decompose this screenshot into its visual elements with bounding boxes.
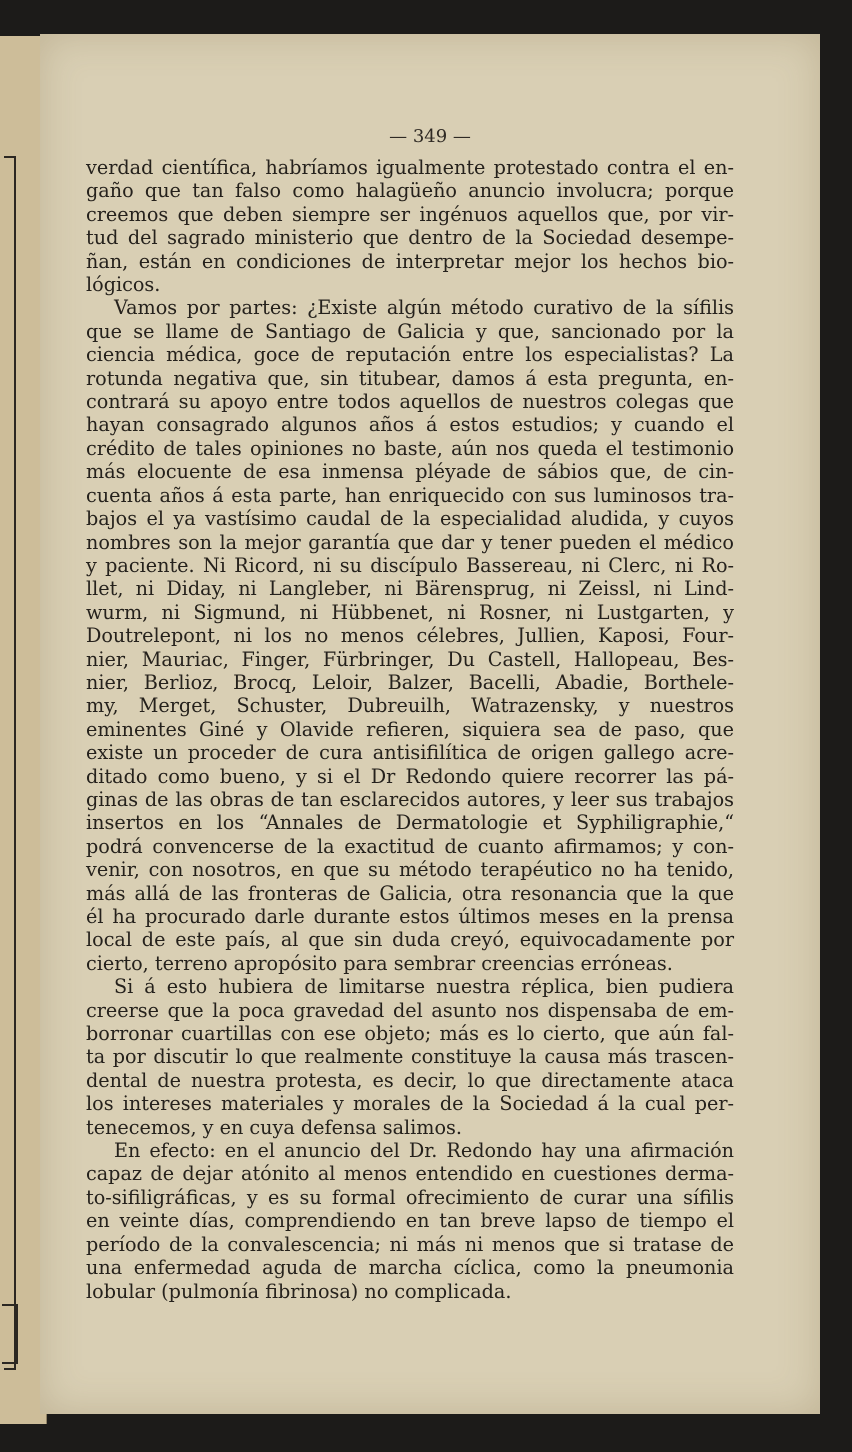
book-page [40, 34, 820, 1414]
text-line: gaño que tan falso como halagüeño anuncio involucra; porque [86, 179, 734, 203]
text-line: rotunda negativa que, sin titubear, damos á esta pregunta, en- [86, 366, 734, 390]
paragraph [86, 1139, 734, 1303]
text-line: ciencia médica, goce de reputación entre los especialistas? La [86, 343, 734, 367]
text-line: Vamos por partes: ¿Existe algún método curativo de la sífilis [114, 296, 734, 320]
text-line: verdad científica, habríamos igualmente protestado contra el en- [86, 156, 734, 179]
page-border-ornament [2, 1304, 18, 1364]
text-line: lobular (pulmonía fibrinosa) no complicada. [86, 1279, 512, 1303]
page-border-rule [4, 156, 16, 1370]
text-line: y paciente. Ni Ricord, ni su discípulo Bassereau, ni Clerc, ni Ro- [86, 553, 734, 577]
text-line: podrá convencerse de la exactitud de cuanto afirmamos; y con- [86, 834, 734, 858]
text-line: él ha procurado darle durante estos últimos meses en la prensa [86, 905, 734, 928]
text-line: eminentes Giné y Olavide refieren, siquiera sea de paso, que [86, 717, 734, 741]
text-line: Si á esto hubiera de limitarse nuestra réplica, bien pudiera [114, 975, 734, 999]
text-line: período de la convalescencia; ni más ni menos que si tratase de [86, 1232, 734, 1256]
text-line: cierto, terreno apropósito para sembrar creencias erróneas. [86, 951, 673, 975]
text-line: más allá de las fronteras de Galicia, otra resonancia que la que [86, 881, 734, 905]
text-line: crédito de tales opiniones no baste, aún nos queda el testimonio [86, 436, 734, 460]
text-line: my, Merget, Schuster, Dubreuilh, Watrazensky, y nuestros [86, 694, 734, 718]
text-line: una enfermedad aguda de marcha cíclica, como la pneumonia [86, 1256, 734, 1280]
paragraph [86, 156, 734, 296]
text-line: lógicos. [86, 273, 161, 297]
text-line: to-sifiligráficas, y es su formal ofrecimiento de curar una sífilis [86, 1185, 734, 1209]
text-line: contrará su apoyo entre todos aquellos de nuestros colegas que [86, 390, 734, 414]
text-line: nier, Mauriac, Finger, Fürbringer, Du Castell, Hallopeau, Bes- [86, 647, 734, 671]
text-line: llet, ni Diday, ni Langleber, ni Bärensprug, ni Zeissl, ni Lind- [86, 577, 734, 601]
text-line: wurm, ni Sigmund, ni Hübbenet, ni Rosner, ni Lustgarten, y [86, 600, 734, 624]
text-line: hayan consagrado algunos años á estos estudios; y cuando el [86, 413, 734, 437]
text-line: local de este país, al que sin duda creyó, equivocadamente por [86, 928, 734, 952]
text-line: dental de nuestra protesta, es decir, lo que directamente ataca [86, 1068, 734, 1092]
text-line: creerse que la poca gravedad del asunto nos dispensaba de em- [86, 998, 734, 1022]
text-line: más elocuente de esa inmensa pléyade de sábios que, de cin- [86, 460, 734, 484]
text-line: existe un proceder de cura antisifilítica de origen gallego acre- [86, 741, 734, 765]
body-text [86, 156, 734, 1303]
text-line: ditado como bueno, y si el Dr Redondo quiere recorrer las pá- [86, 764, 734, 788]
text-line: borronar cuartillas con ese objeto; más es lo cierto, que aún fal- [86, 1022, 734, 1046]
text-line: ñan, están en condiciones de interpretar mejor los hechos bio- [86, 249, 734, 273]
text-line: nier, Berlioz, Brocq, Leloir, Balzer, Bacelli, Abadie, Borthele- [86, 670, 734, 694]
text-line: bajos el ya vastísimo caudal de la especialidad aludida, y cuyos [86, 507, 734, 531]
text-line: tud del sagrado ministerio que dentro de la Sociedad desempe- [86, 226, 734, 250]
text-line: nombres son la mejor garantía que dar y tener pueden el médico [86, 530, 734, 554]
text-line: creemos que deben siempre ser ingénuos aquellos que, por vir- [86, 202, 734, 226]
text-line: Doutrelepont, ni los no menos célebres, Jullien, Kaposi, Four- [86, 624, 734, 648]
paragraph [86, 296, 734, 975]
text-line: insertos en los “Annales de Dermatologie et Syphiligraphie,“ [86, 811, 734, 835]
text-line: ginas de las obras de tan esclarecidos autores, y leer sus trabajos [86, 787, 734, 811]
paragraph [86, 975, 734, 1139]
text-line: en veinte días, comprendiendo en tan breve lapso de tiempo el [86, 1209, 734, 1233]
text-line: capaz de dejar atónito al menos entendido en cuestiones derma- [86, 1162, 734, 1186]
text-line: En efecto: en el anuncio del Dr. Redondo hay una afirmación [114, 1139, 734, 1163]
text-line: tenecemos, y en cuya defensa salimos. [86, 1115, 462, 1139]
page-number: — 349 — [389, 126, 471, 147]
text-line: venir, con nosotros, en que su método terapéutico no ha tenido, [86, 858, 734, 882]
text-line: que se llame de Santiago de Galicia y que, sancionado por la [86, 319, 734, 343]
text-line: cuenta años á esta parte, han enriquecido con sus luminosos tra- [86, 483, 734, 507]
text-line: ta por discutir lo que realmente constituye la causa más trascen- [86, 1045, 734, 1069]
text-line: los intereses materiales y morales de la Sociedad á la cual per- [86, 1092, 734, 1116]
